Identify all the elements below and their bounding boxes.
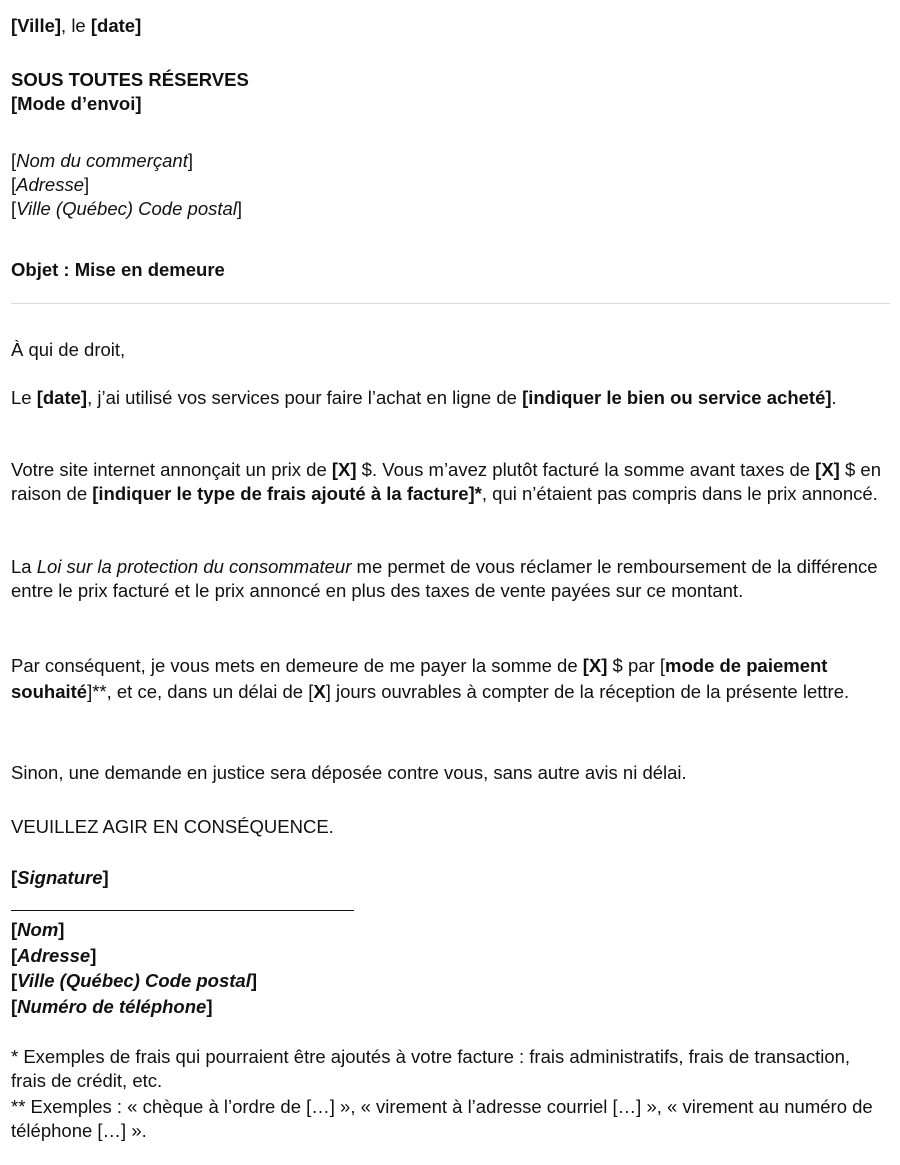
date-placeholder: [date]	[90, 15, 142, 36]
payment-mode-placeholder: mode de paiement souhaité	[11, 655, 828, 702]
fee-type-placeholder: [indiquer le type de frais ajouté à la facture]*	[92, 483, 482, 504]
sender-phone-line	[11, 994, 881, 1020]
reserve-block	[11, 68, 881, 116]
bracket-close: ]	[250, 970, 258, 991]
bracket-close: ]	[236, 198, 243, 219]
text-run: Votre site internet annonçait un prix de	[11, 459, 332, 480]
purchase-date-placeholder: [date]	[36, 387, 88, 408]
city-placeholder: [Ville]	[11, 15, 62, 36]
subject-text: Objet : Mise en demeure	[11, 259, 225, 280]
bracket-close: ]	[187, 150, 193, 171]
advertised-price-placeholder: [X]	[331, 459, 357, 480]
place-date-line	[11, 14, 881, 38]
recipient-address: Adresse	[16, 174, 85, 195]
text-run: , j’ai utilisé vos services pour faire l’achat en ligne de	[87, 387, 523, 408]
recipient-name: Nom du commerçant	[16, 150, 188, 171]
recipient-city: Ville (Québec) Code postal	[16, 198, 237, 219]
text-run: ]**, et ce, dans un délai de [	[87, 681, 314, 702]
sending-mode: [Mode d’envoi]	[11, 93, 142, 114]
text-run: Le	[11, 387, 37, 408]
sender-phone: Numéro de téléphone	[17, 995, 207, 1017]
bracket-open: [	[11, 944, 18, 966]
bracket-open: [	[11, 970, 18, 991]
signature-line	[11, 910, 354, 911]
paragraph-act-accordingly: VEUILLEZ AGIR EN CONSÉQUENCE.	[11, 816, 334, 837]
law-title: Loi sur la protection du consommateur	[36, 556, 352, 577]
text-run: Par conséquent, je vous mets en demeure de me payer la somme de	[11, 655, 583, 676]
bracket-open: [	[11, 867, 18, 888]
text-run: $ par [	[607, 655, 666, 676]
reserve-mention: SOUS TOUTES RÉSERVES	[11, 69, 249, 90]
recipient-block	[11, 149, 881, 221]
signature-label	[11, 866, 881, 890]
signature-placeholder: Signature	[17, 867, 103, 888]
text-run: ] jours ouvrables à compter de la réception de la présente lettre.	[325, 681, 850, 702]
salutation: À qui de droit,	[11, 339, 126, 360]
bracket-open: [	[11, 919, 18, 940]
bracket-open: [	[11, 198, 17, 219]
text-run: , qui n’étaient pas compris dans le prix annoncé.	[481, 483, 878, 504]
bracket-close: ]	[58, 919, 65, 940]
paragraph-price	[11, 458, 881, 506]
city-date-separator: , le	[61, 15, 91, 36]
paragraph-legal-action: Sinon, une demande en justice sera déposée contre vous, sans autre avis ni délai.	[11, 762, 687, 783]
item-placeholder: [indiquer le bien ou service acheté]	[522, 387, 832, 408]
bracket-close: ]	[84, 174, 90, 195]
amount-placeholder: [X]	[582, 655, 608, 676]
delay-days-placeholder: X	[313, 681, 326, 702]
bracket-close: ]	[102, 867, 109, 888]
sender-city: Ville (Québec) Code postal	[17, 970, 251, 991]
sender-address-line	[11, 943, 881, 969]
sender-block	[11, 917, 881, 1019]
sender-name: Nom	[17, 919, 59, 940]
text-run: .	[831, 387, 837, 408]
bracket-open: [	[11, 150, 17, 171]
text-run: $. Vous m’avez plutôt facturé la somme avant taxes de	[356, 459, 816, 480]
paragraph-purchase	[11, 386, 881, 410]
separator-line	[11, 303, 890, 304]
recipient-city-line	[11, 197, 881, 221]
subject-line	[11, 258, 881, 282]
recipient-address-line	[11, 173, 881, 197]
billed-price-placeholder: [X]	[815, 459, 840, 480]
paragraph-law	[11, 555, 881, 603]
bracket-close: ]	[206, 995, 213, 1017]
text-run: me permet de vous réclamer le remboursement de la différence entre le prix facturé et le prix annoncé en plus des taxes de vente payées sur ce montant.	[11, 556, 878, 601]
footnote-payment: ** Exemples : « chèque à l’ordre de […] », « virement à l’adresse courriel […] », « virement au numéro de téléphone […] ».	[11, 1096, 873, 1141]
sender-address: Adresse	[17, 944, 91, 966]
bracket-open: [	[11, 174, 17, 195]
text-run: La	[11, 556, 37, 577]
bracket-close: ]	[90, 944, 97, 966]
footnote-fees: * Exemples de frais qui pourraient être ajoutés à votre facture : frais administratifs, frais de transaction, frais de crédit, etc.	[11, 1046, 851, 1091]
paragraph-demand	[11, 653, 881, 705]
bracket-open: [	[11, 995, 18, 1017]
sender-city-line	[11, 968, 881, 994]
recipient-name-line	[11, 149, 881, 173]
text-run: $ en raison de	[11, 459, 881, 504]
sender-name-line	[11, 917, 881, 943]
